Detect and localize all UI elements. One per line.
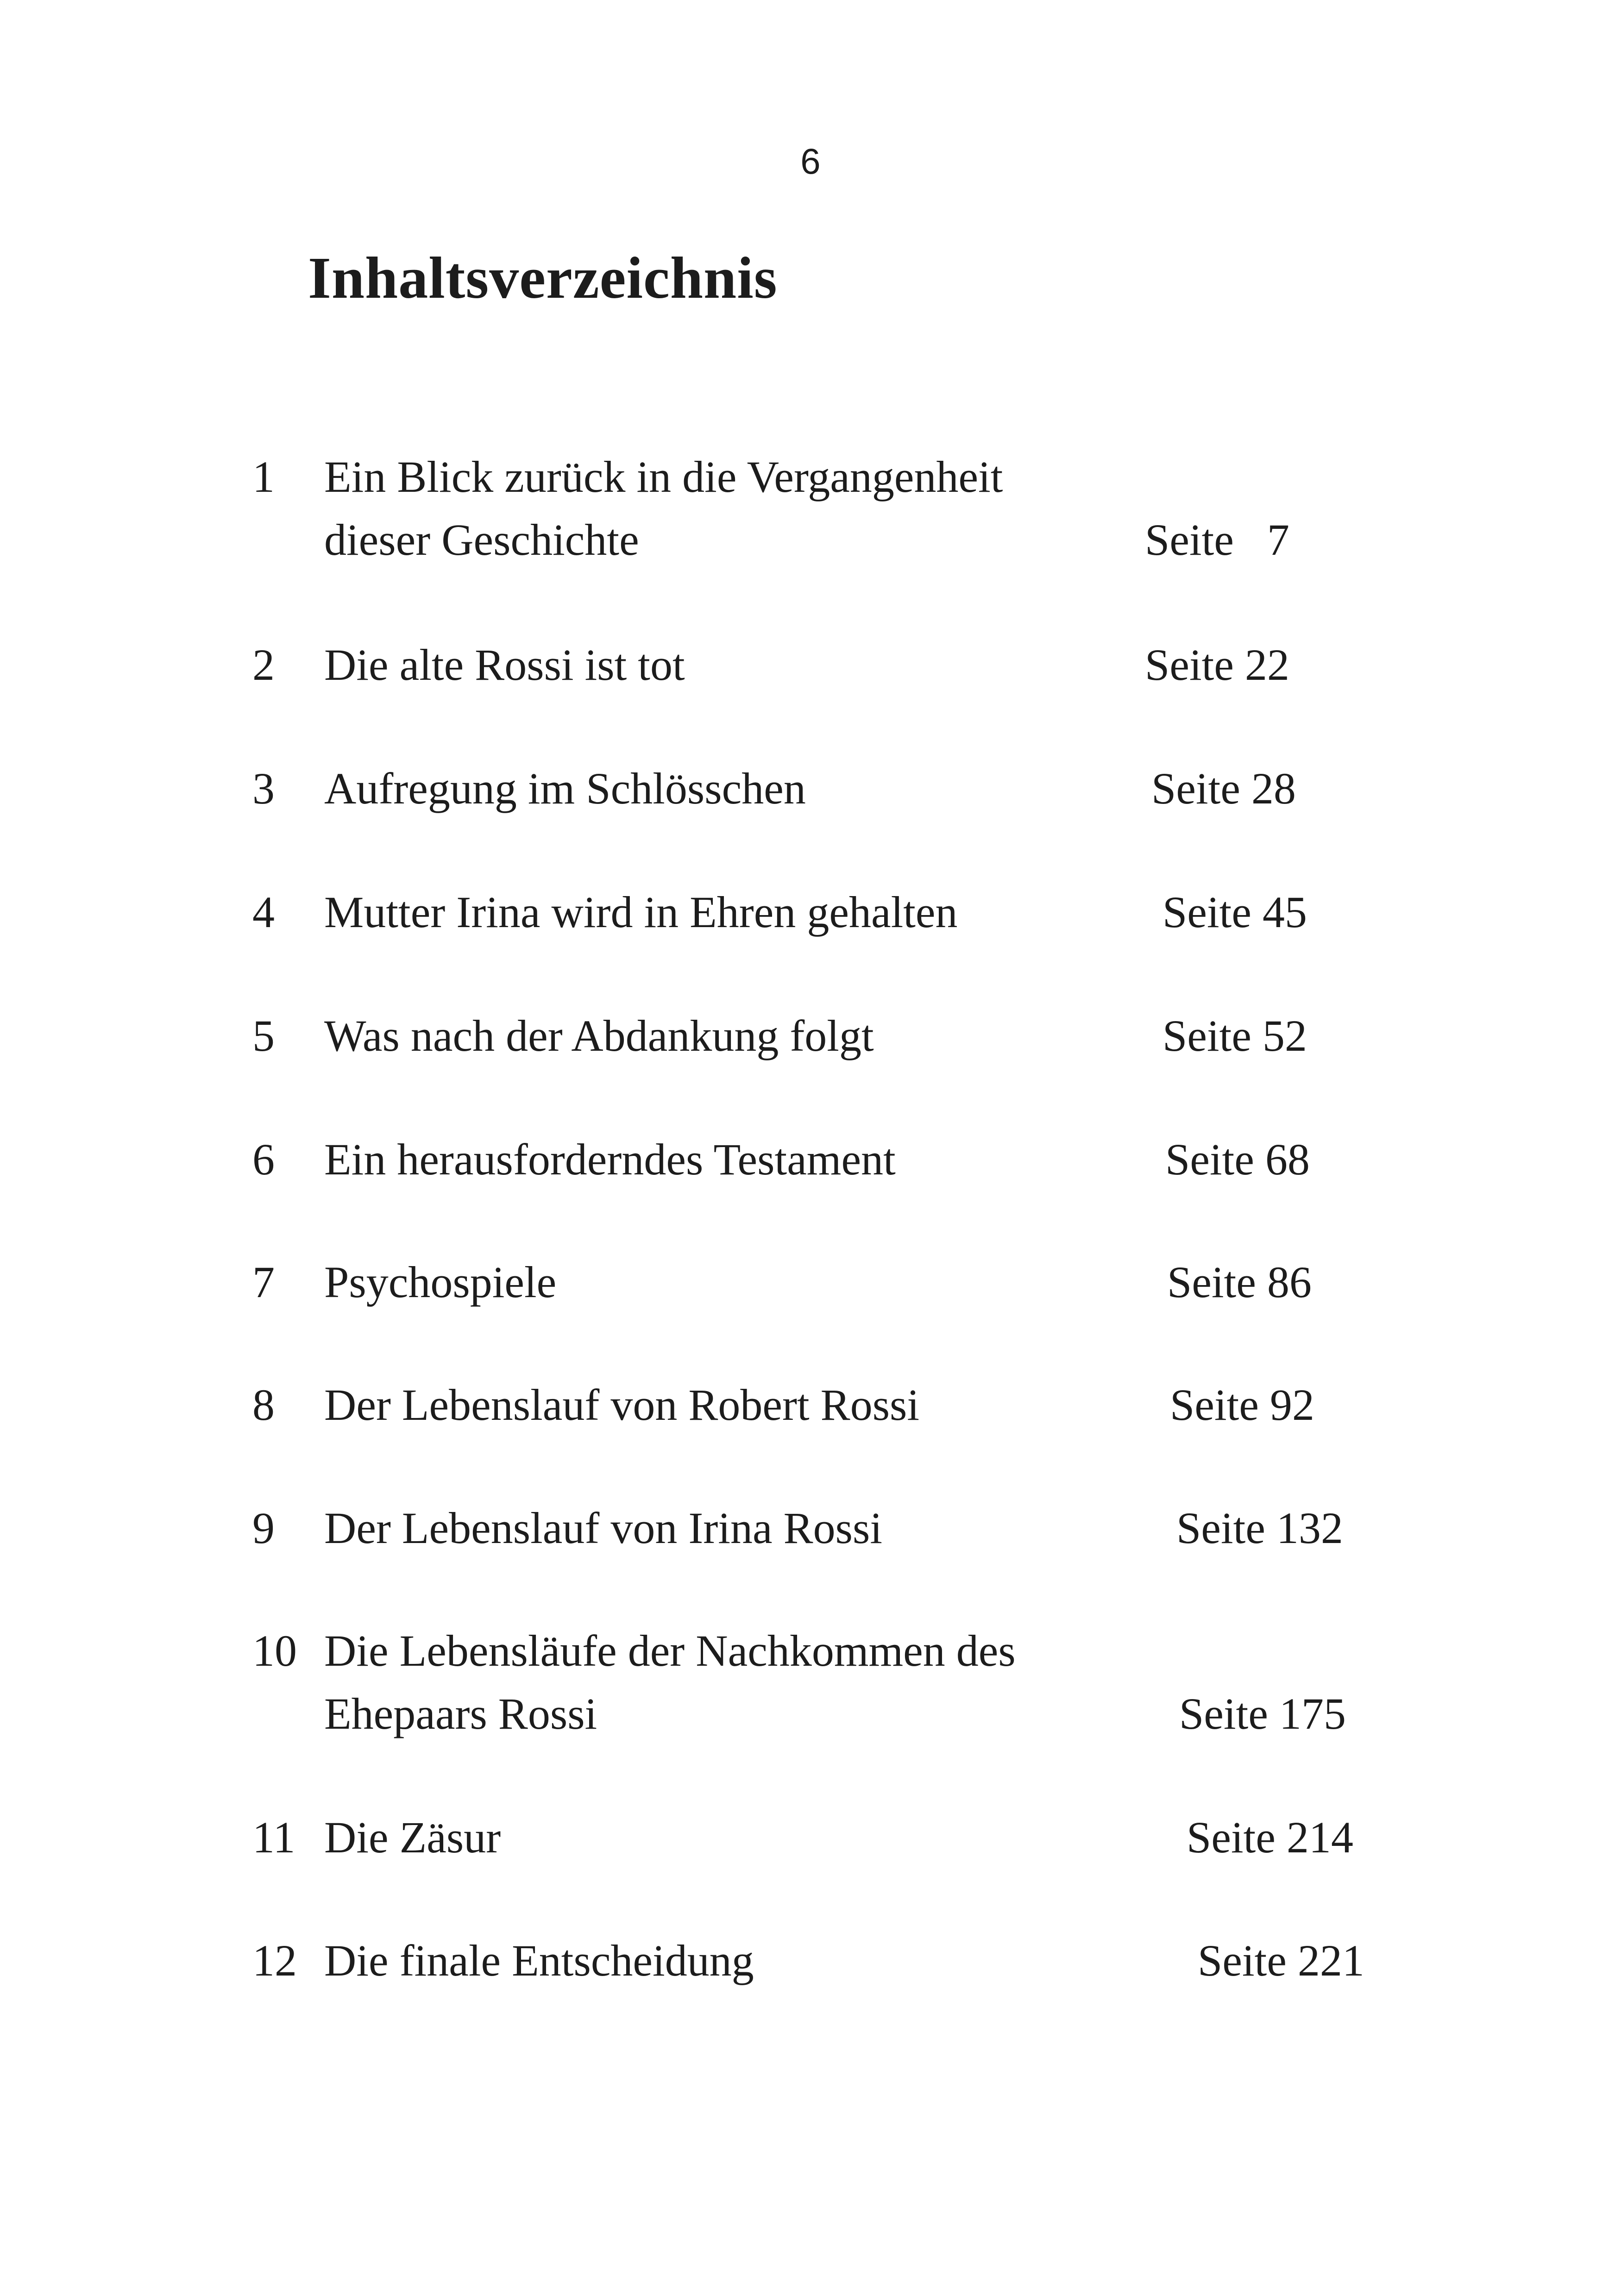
entry-title: Die finale Entscheidung [324,1936,754,1985]
toc-entry [0,1128,1621,1248]
entry-title: Was nach der Abdankung folgt [324,1011,874,1060]
entry-number: 7 [252,1257,275,1307]
toc-entry [0,1619,1621,1740]
entry-title: Ein Blick zurück in die Vergangenheit dieser Geschichte [324,452,1003,565]
entry-page: Seite 214 [1187,1813,1353,1862]
entry-number: 12 [252,1936,297,1985]
entry-page: Seite 28 [1151,764,1296,813]
toc-entry [0,1497,1621,1617]
page-title: Inhaltsverzeichnis [308,245,778,311]
entry-number: 2 [252,640,275,690]
entry-page: Seite 86 [1167,1257,1312,1307]
entry-title: Mutter Irina wird in Ehren gehalten [324,887,958,937]
entry-title: Die Zäsur [324,1813,501,1862]
entry-page: Seite 175 [1179,1689,1346,1738]
entry-title: Die Lebensläufe der Nachkommen des Ehepaars Rossi [324,1626,1016,1738]
toc-entry [0,634,1621,754]
entry-title: Ein herausforderndes Testament [324,1135,896,1184]
toc-entry [0,757,1621,878]
toc-entry [0,1004,1621,1125]
entry-number: 10 [252,1626,297,1675]
entry-title: Der Lebenslauf von Irina Rossi [324,1503,883,1553]
entry-page: Seite 92 [1170,1380,1314,1430]
entry-page: Seite 52 [1162,1011,1307,1060]
toc-entry [0,1806,1621,1926]
page-number: 6 [800,141,821,182]
entry-number: 5 [252,1011,275,1060]
entry-page: Seite 45 [1162,887,1307,937]
entry-title: Psychospiele [324,1257,557,1307]
entry-number: 4 [252,887,275,937]
entry-number: 9 [252,1503,275,1553]
toc-entry [0,445,1621,566]
entry-number: 1 [252,452,275,502]
entry-number: 3 [252,764,275,813]
entry-page: Seite 221 [1198,1936,1364,1985]
toc-entry [0,881,1621,1001]
entry-number: 6 [252,1135,275,1184]
entry-title: Der Lebenslauf von Robert Rossi [324,1380,920,1430]
entry-page: Seite 68 [1165,1135,1310,1184]
toc-entry [0,1929,1621,2050]
entry-page: Seite 132 [1176,1503,1343,1553]
entry-number: 11 [252,1813,295,1862]
entry-title: Aufregung im Schlösschen [324,764,806,813]
entry-title: Die alte Rossi ist tot [324,640,685,690]
entry-number: 8 [252,1380,275,1430]
toc-entry [0,1374,1621,1494]
toc-entry [0,1251,1621,1371]
entry-page: Seite 7 [1145,515,1289,565]
entry-page: Seite 22 [1145,640,1289,690]
